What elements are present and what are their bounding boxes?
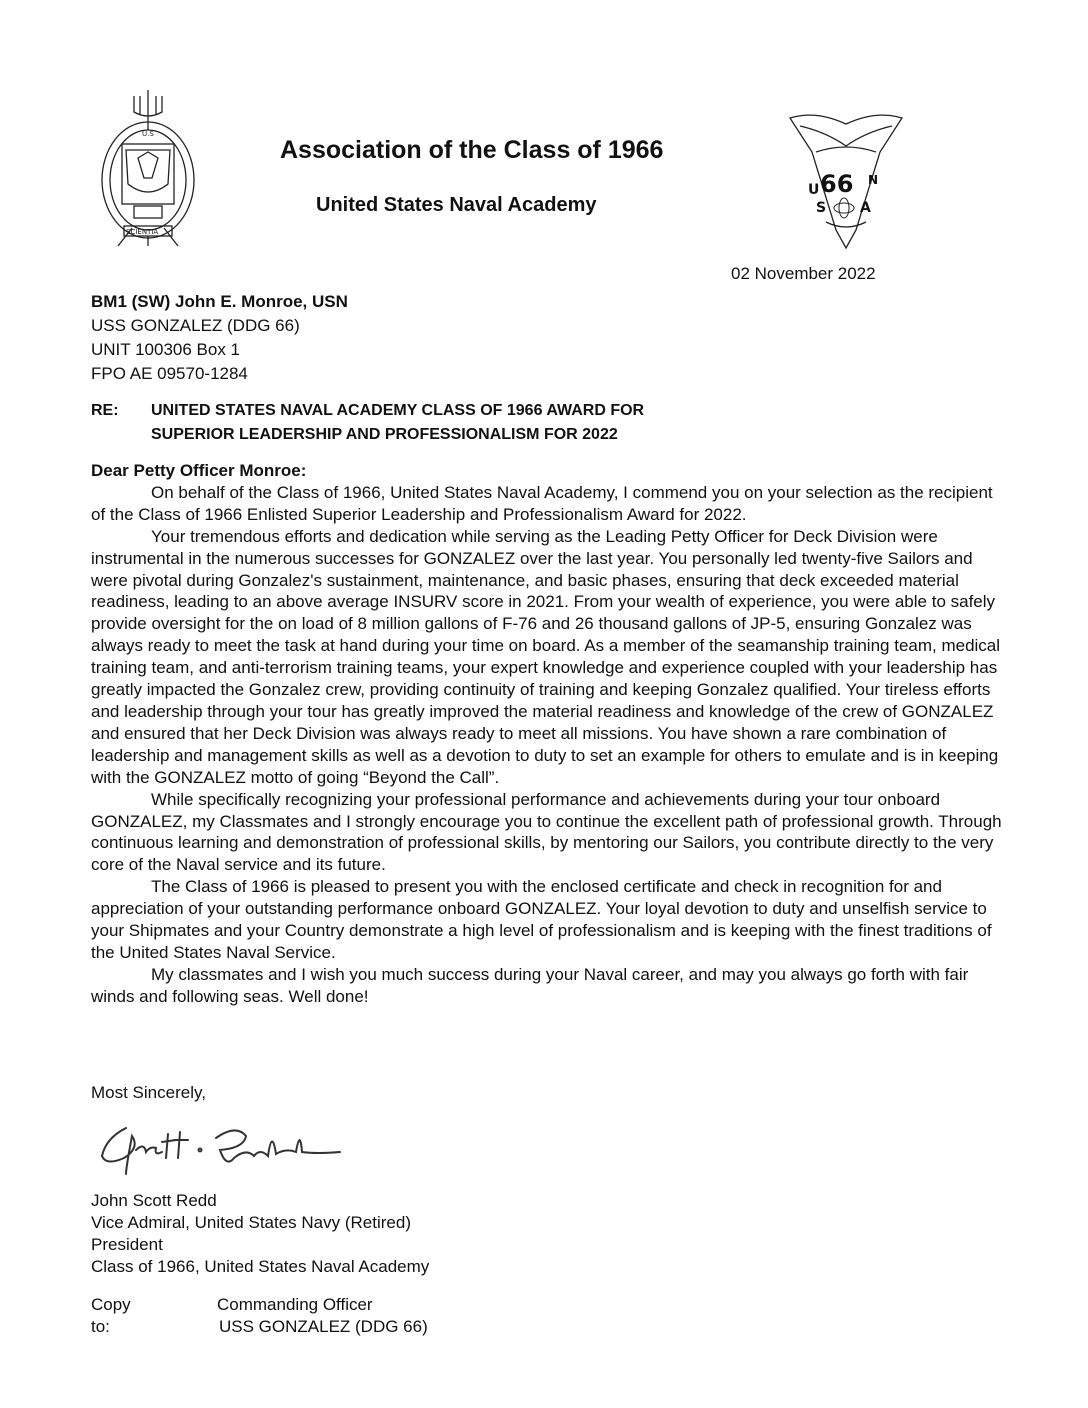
naval-academy-seal-icon (88, 88, 208, 253)
signer-block (91, 1190, 429, 1278)
subject-label: RE: (91, 402, 119, 419)
svg-text:N: N (868, 173, 879, 187)
subject-text-line: SUPERIOR LEADERSHIP AND PROFESSIONALISM FOR 2022 (151, 426, 618, 443)
body-paragraph: The Class of 1966 is pleased to present you with the enclosed certificate and check in recognition for and appreciation of your outstanding performance onboard GONZALEZ. Your loyal devotion to duty and unselfish service to your Shipmates and your Country demonstrate a high level of professionalism and is keeping with the finest traditions of the United States Naval Service. (91, 877, 992, 962)
letter-body (91, 460, 1003, 1008)
svg-text:S: S (816, 200, 827, 216)
svg-text:SCIENTIA: SCIENTIA (126, 228, 159, 236)
svg-text:A: A (860, 200, 871, 216)
svg-text:U: U (808, 182, 820, 198)
svg-text:66: 66 (820, 170, 854, 198)
body-paragraph: Your tremendous efforts and dedication while serving as the Leading Petty Officer for Deck Division were instrumental in the numerous successes for GONZALEZ over the last year. You personally led twenty-five Sailors and were pivotal during Gonzalez's sustainment, maintenance, and basic phases, ensuring that deck exceeded material readiness, leading to an above average INSURV score in 2021. From your wealth of experience, you were able to safely provide oversight for the on load of 8 million gallons of F-76 and 26 thousand gallons of JP-5, ensuring Gonzalez was always ready to meet the task at hand during your time on board. As a member of the seamanship training team, medical training team, and anti-terrorism training teams, your expert knowledge and experience coupled with your leadership has greatly impacted the Gonzalez crew, providing continuity of training and keeping Gonzalez qualified. Your tireless efforts and leadership through your tour has greatly improved the material readiness and knowledge of the crew of GONZALEZ and ensured that her Deck Division was always ready to meet all missions. You have shown a rare combination of leadership and management skills as well as a devotion to duty to set an example for others to emulate and is in keeping with the GONZALEZ motto of going “Beyond the Call”. (91, 526, 1001, 787)
body-paragraph: On behalf of the Class of 1966, United States Naval Academy, I commend you on your selection as the recipient of the Class of 1966 Enlisted Superior Leadership and Professionalism Award for 2022. (91, 482, 993, 524)
body-paragraph: While specifically recognizing your professional performance and achievements during your tour onboard GONZALEZ, my Classmates and I strongly encourage you to continue the excellent path of professional growth. Through continuous learning and demonstration of professional skills, by mentoring our Sailors, you contribute directly to the very core of the Naval service and its future. (91, 789, 1002, 875)
copy-to-recipient-unit: USS GONZALEZ (DDG 66) (219, 1317, 428, 1336)
recipient-address (91, 290, 348, 386)
salutation: Dear Petty Officer Monroe: (91, 461, 307, 480)
subject-text-line: UNITED STATES NAVAL ACADEMY CLASS OF 1966 AWARD FOR (151, 402, 645, 419)
copy-to-recipient: Commanding Officer (217, 1295, 373, 1314)
svg-text:U.S: U.S (142, 130, 154, 138)
signer-rank: Vice Admiral, United States Navy (Retired) (91, 1213, 411, 1232)
signer-title: President (91, 1235, 163, 1254)
class-crest-icon (786, 112, 906, 257)
body-paragraph: My classmates and I wish you much success during your Naval career, and may you always go forth with fair winds and following seas. Well done! (91, 964, 969, 1006)
copy-to-label: Copy to: (91, 1295, 131, 1336)
recipient-name: BM1 (SW) John E. Monroe, USN (91, 292, 348, 311)
signer-name: John Scott Redd (91, 1191, 217, 1210)
closing: Most Sincerely, (91, 1083, 206, 1102)
association-title: Association of the Class of 1966 (280, 136, 664, 164)
academy-subtitle: United States Naval Academy (316, 194, 597, 216)
signature-icon (96, 1118, 346, 1183)
recipient-address-line: FPO AE 09570-1284 (91, 364, 248, 383)
letter-date: 02 November 2022 (731, 264, 876, 283)
recipient-address-line: USS GONZALEZ (DDG 66) (91, 316, 300, 335)
signer-organization: Class of 1966, United States Naval Academy (91, 1257, 430, 1276)
recipient-address-line: UNIT 100306 Box 1 (91, 340, 240, 359)
